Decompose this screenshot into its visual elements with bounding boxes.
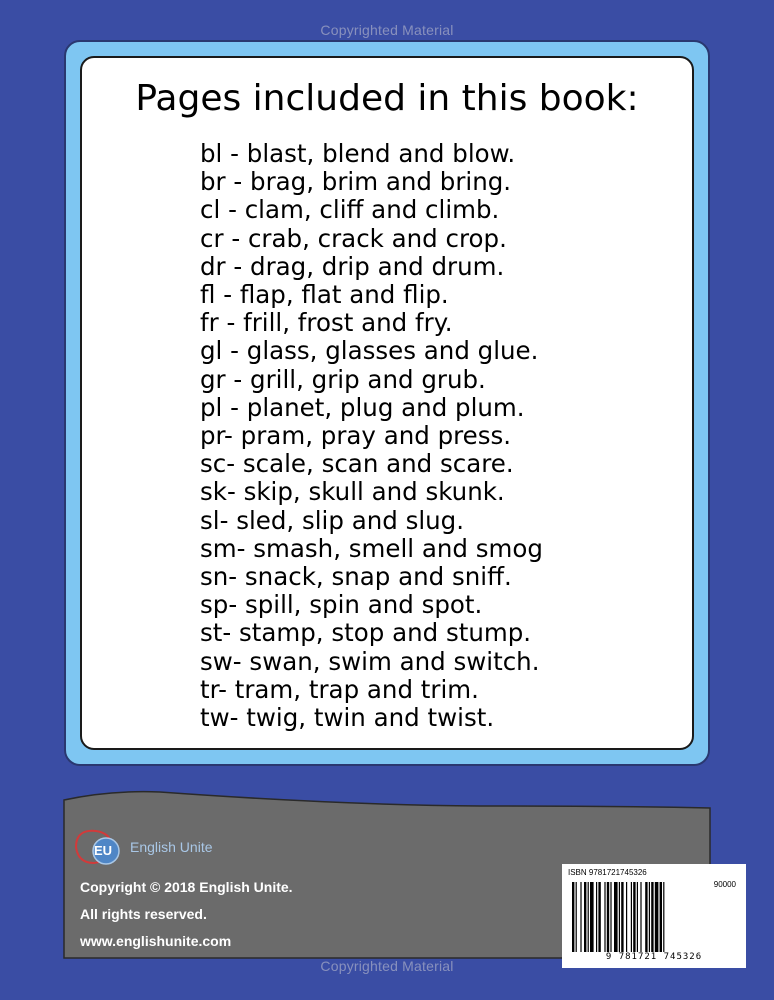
barcode-bar	[651, 882, 653, 952]
barcode-bar	[633, 882, 635, 952]
barcode-bar	[614, 882, 618, 952]
list-item-sk: sk- skip, skull and skunk.	[200, 477, 505, 507]
barcode-bar	[645, 882, 647, 952]
watermark-bottom: Copyrighted Material	[320, 958, 454, 974]
watermark-top: Copyrighted Material	[320, 22, 454, 38]
isbn-label: ISBN 9781721745326	[568, 868, 647, 877]
barcode-bar	[621, 882, 623, 952]
list-item-cl: cl - clam, cliff and climb.	[200, 195, 500, 225]
page-title: Pages included in this book:	[135, 78, 639, 119]
barcode-bar	[640, 882, 641, 952]
list-item-pl: pl - planet, plug and plum.	[200, 392, 525, 422]
list-item-sn: sn- snack, snap and sniff.	[200, 562, 512, 592]
list-item-sl: sl- sled, slip and slug.	[200, 505, 465, 535]
barcode-bar	[626, 882, 627, 952]
barcode-bar	[572, 882, 574, 952]
barcode-bar	[576, 882, 577, 952]
barcode-bar	[590, 882, 594, 952]
barcode-bar	[631, 882, 632, 952]
barcode-bar	[588, 882, 589, 952]
copyright-line: Copyright © 2018 English Unite.	[80, 879, 293, 895]
publisher-brand	[72, 825, 213, 869]
barcode-bar	[619, 882, 620, 952]
barcode-bar	[604, 882, 605, 952]
barcode-bar	[637, 882, 638, 952]
list-item-cr: cr - crab, crack and crop.	[200, 223, 507, 253]
barcode-bar	[663, 882, 664, 952]
list-item-fl: fl - flap, flat and flip.	[200, 280, 449, 310]
list-item-sp: sp- spill, spin and spot.	[200, 590, 483, 620]
list-item-sw: sw- swan, swim and switch.	[200, 646, 540, 676]
logo-letters: EU	[94, 843, 113, 858]
list-item-dr: dr - drag, drip and drum.	[200, 251, 505, 281]
price-code: 90000	[713, 880, 736, 889]
barcode-bar	[610, 882, 611, 952]
publisher-name: English Unite	[130, 839, 213, 855]
barcode-bar	[584, 882, 586, 952]
barcode-bars	[572, 882, 736, 952]
barcode-bar	[660, 882, 662, 952]
list-item-tr: tr- tram, trap and trim.	[200, 674, 479, 704]
barcode-bar	[655, 882, 659, 952]
ean-digits: 9 781721 745326	[605, 952, 703, 962]
list-item-gr: gr - grill, grip and grub.	[200, 364, 486, 394]
list-item-tw: tw- twig, twin and twist.	[200, 703, 495, 733]
list-item-sc: sc- scale, scan and scare.	[200, 449, 514, 479]
barcode-bar	[598, 882, 600, 952]
list-item-br: br - brag, brim and bring.	[200, 167, 512, 197]
list-item-st: st- stamp, stop and stump.	[200, 618, 532, 648]
barcode-bar	[596, 882, 597, 952]
list-item-bl: bl - blast, blend and blow.	[200, 139, 516, 168]
barcode-bar	[580, 882, 581, 952]
barcode-bar	[649, 882, 650, 952]
barcode	[562, 864, 746, 968]
list-item-pr: pr- pram, pray and press.	[200, 421, 512, 451]
barcode-bar	[607, 882, 609, 952]
copyright-block	[80, 874, 293, 955]
list-item-fr: fr - frill, frost and fry.	[200, 308, 453, 338]
rights-line: All rights reserved.	[80, 906, 207, 922]
website-link[interactable]: www.englishunite.com	[80, 933, 232, 949]
english-unite-logo-icon	[72, 825, 128, 869]
list-item-gl: gl - glass, glasses and glue.	[200, 336, 539, 366]
list-item-sm: sm- smash, smell and smog	[200, 533, 543, 563]
